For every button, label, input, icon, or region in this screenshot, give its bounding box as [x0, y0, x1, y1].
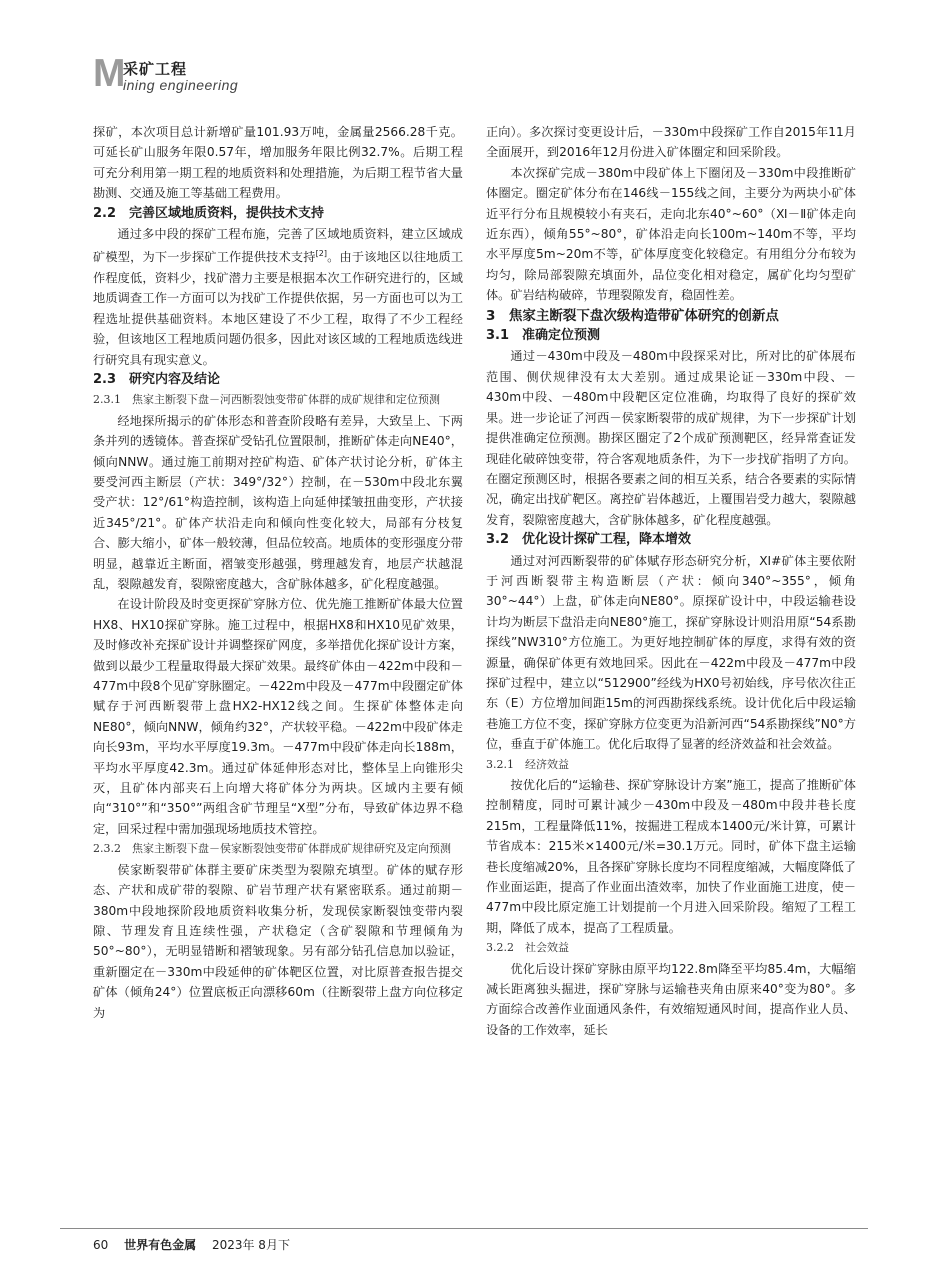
paragraph: 在设计阶段及时变更探矿穿脉方位、优先施工推断矿体最大位置HX8、HX10探矿穿脉。施工过程中，根据HX8和HX10见矿效果，及时修改补充探矿设计并调整探矿网度，多举措优化探矿设计方案，做到以最少工程量取得最大探矿效果。最终矿体由－422m中段和－477m中段8个见矿穿脉圈定。－422m中段及－477m中段圈定矿体赋存于河西断裂带上盘HX2-HX12线之间。生探矿体整体走向NE80°，倾向NNW，倾角约32°，产状较平稳。－422m中段矿体走向长93m，平均水平厚度19.3m。－477m中段矿体走向长188m，平均水平厚度42.3m。通过矿体延伸形态对比，整体呈上向锥形尖灭，且矿体内部夹石上向增大将矿体分为两块。区域内主要有倾向“310°”和“350°”两组含矿节理呈“X型”分布，导致矿体边界不稳定，回采过程中需加强现场地质技术管控。 — [93, 597, 463, 836]
paragraph: 侯家断裂带矿体群主要矿床类型为裂隙充填型。矿体的赋存形态、产状和成矿带的裂隙、矿岩节理产状有紧密联系。通过前期－380m中段地探阶段地质资料收集分析，发现侯家断裂蚀变带内裂隙、节理发育且连续性强，产状稳定（含矿裂隙和节理倾角为50°~80°），无明显错断和褶皱现象。另有部分钻孔信息加以验证，重新圈定在－330m中段延伸的矿体靶区位置，对比原普查报告提交矿体（倾角24°）位置底板正向漂移60m（往断裂带上盘方向位移定为 — [93, 862, 463, 1020]
paragraph: 正向）。多次探讨变更设计后，－330m中段探矿工作自2015年11月全面展开，到2016年12月份进入矿体圈定和回采阶段。 — [486, 125, 856, 160]
paragraph: 通过多中段的探矿工程布施，完善了区域地质资料，建立区域成矿模型，为下一步探矿工作提供技术支持[2]。由于该地区以往地质工作程度低，资料少，找矿潜力主要是根据本次工作研究进行的，区域地质调查工作一方面可以为找矿工作提供依据，另一方面也可以为工程选址提供基础资料。本地区建设了不少工程，取得了不少工程经验，但该地区工程地质问题仍很多，因此对该区域的工程地质选线进行研究具有现实意义。 — [93, 227, 464, 367]
paragraph: 通过－430m中段及－480m中段探采对比，所对比的矿体展布范围、侧伏规律没有太大差别。通过成果论证－330m中段、－430m中段、－480m中段靶区定位准确，均取得了良好的探矿效果。进一步论证了河西－侯家断裂带的成矿规律，为下一步探矿计划提供准确定位预测。勘探区圈定了2个成矿预测靶区，经异常查证发现硅化破碎蚀变带，符合客观地质条件，为下一步找矿指明了方向。在圈定预测区时，根据各要素之间的相互关系，结合各要素的实际情况，确定出找矿靶区。离控矿岩体越近，上覆围岩受力越大，裂隙越发育，裂隙密度越大，含矿脉体越多，矿化程度越强。 — [486, 349, 856, 527]
paragraph: 本次探矿完成－380m中段矿体上下圈闭及－330m中段推断矿体圈定。圈定矿体分布在146线－155线之间，主要分为两块小矿体近平行分布且规模较小有夹石，走向北东40°~60°（Ⅺ－Ⅱ矿体走向近东西），倾角55°~80°，矿体沿走向长100m~140m不等，平均水平厚度5m~20m不等，矿体厚度变化较稳定。有用组分分布较为均匀，除局部裂隙充填面外，品位变化相对稳定，属矿化均匀型矿体。矿岩结构破碎，节理裂隙发育，稳固性差。 — [486, 165, 856, 303]
paragraph: 探矿，本次项目总计新增矿量101.93万吨，金属量2566.28千克。可延长矿山服务年限0.57年，增加服务年限比例32.7%。后期工程可充分利用第一期工程的地质资料和处理措施，为后期工程节省大量勘测、交通及施工等基础工程费用。 — [93, 125, 463, 201]
footer-divider — [60, 1228, 868, 1229]
section-title-en: ining engineering — [123, 77, 239, 93]
subsection-heading: 3.2.1 经济效益 — [486, 757, 569, 771]
right-column — [486, 122, 856, 1040]
section-heading: 2.2 完善区域地质资料，提供技术支持 — [93, 205, 325, 221]
left-column — [93, 122, 463, 1023]
section-heading: 3.1 准确定位预测 — [486, 328, 601, 344]
chapter-heading: 3 焦家主断裂下盘次级构造带矿体研究的创新点 — [486, 307, 779, 324]
citation-ref[interactable]: [2] — [315, 249, 327, 259]
issue-date: 2023年 8月下 — [211, 1238, 290, 1252]
paragraph: 通过对河西断裂带的矿体赋存形态研究分析，XI#矿体主要依附于河西断裂带主构造断层（产状：倾向340°~355°，倾角30°~44°）上盘，矿体走向NE80°。原探矿设计中，中段运输巷设计均为断层下盘沿走向NE80°施工，探矿穿脉设计则沿用原“54系勘探线”NW310°方位施工。为更好地控制矿体的厚度，求得有效的资源量，确保矿体更有效地回采。因此在－422m中段及－477m中段探矿过程中，建立以“512900”经线为HX0号初始线，序号依次往正东（E）方位增加间距15m的河西勘探线系统。设计优化后中段运输巷施工方位不变，探矿穿脉方位变更为沿新河西“54系勘探线”N0°方位，垂直于矿体施工。优化后取得了显著的经济效益和社会效益。 — [486, 553, 856, 752]
paragraph: 经地探所揭示的矿体形态和普查阶段略有差异，大致呈上、下两条并列的透镜体。普查探矿受钻孔位置限制，推断矿体走向NE40°，倾向NNW。通过施工前期对控矿构造、矿体产状讨论分析，矿体主要受河西主断层（产状：349°/32°）控制，在－530m中段北东翼受产状：12°/61°构造控制，该构造上向延伸揉皱扭曲变形，产状接近345°/21°。矿体产状沿走向和倾向性变化较大，局部有分枝复合、膨大缩小，矿体一般较薄，但品位较高。地质体的变形强度分带明显，越靠近主断面，褶皱变形越强，劈理越发育，地层产状越混乱，裂隙越发育，裂隙密度越大，含矿脉体越多，矿化程度越强。 — [93, 413, 463, 591]
section-heading: 3.2 优化设计探矿工程，降本增效 — [486, 532, 692, 548]
paragraph: 按优化后的“运输巷、探矿穿脉设计方案”施工，提高了推断矿体控制精度，同时可累计减少－430m中段及－480m中段井巷长度215m，工程量降低11%，按掘进工程成本1400元/米计算，可累计节省成本：215米×1400元/米=30.1万元。同时，矿体下盘主运输巷长度缩减20%，且各探矿穿脉长度均不同程度缩减，大幅度降低了作业面运距，提高了作业面出渣效率，加快了作业面施工进度，使－477m中段比原定施工计划提前一个月进入回采阶段。缩短了工程工期，降低了成本，提高了工程质量。 — [486, 778, 856, 935]
journal-name: 世界有色金属 — [124, 1238, 197, 1252]
subsection-heading: 2.3.1 焦家主断裂下盘－河西断裂蚀变带矿体群的成矿规律和定位预测 — [93, 393, 440, 407]
paragraph: 优化后设计探矿穿脉由原平均122.8m降至平均85.4m，大幅缩减长距离独头掘进，探矿穿脉与运输巷夹角由原来40°变为80°。多方面综合改善作业面通风条件，有效缩短通风时间，提高作业人员、设备的工作效率，延长 — [486, 961, 856, 1037]
section-heading: 2.3 研究内容及结论 — [93, 371, 221, 387]
page-footer — [93, 1236, 302, 1253]
logo-letter: M — [93, 52, 126, 95]
subsection-heading: 2.3.2 焦家主断裂下盘－侯家断裂蚀变带矿体群成矿规律研究及定向预测 — [93, 842, 451, 856]
subsection-heading: 3.2.2 社会效益 — [486, 941, 569, 955]
page-number: 60 — [93, 1238, 109, 1252]
section-title-cn: 采矿工程 — [123, 60, 188, 78]
